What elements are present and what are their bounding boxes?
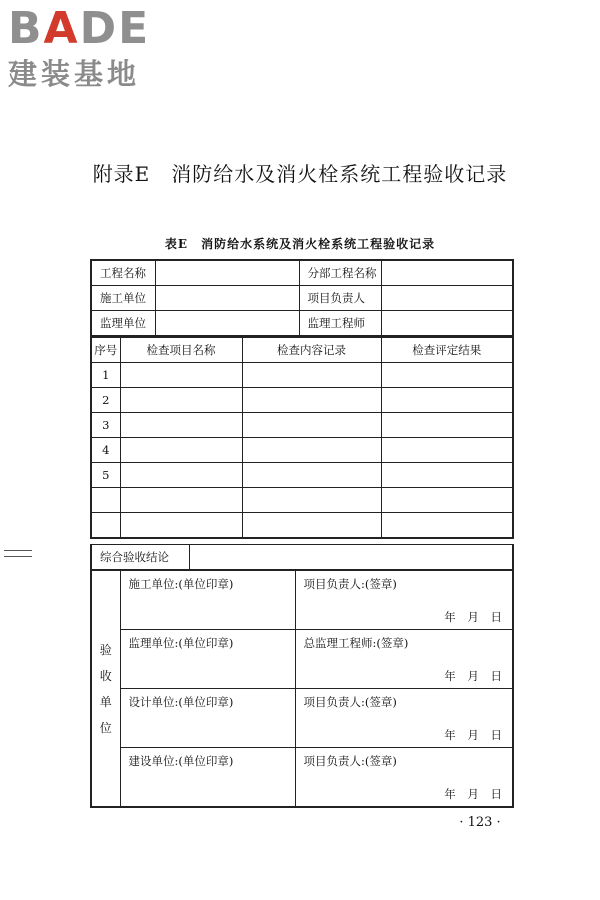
evaluation-cell[interactable] [381,488,513,513]
row-number: 4 [91,438,120,463]
table-row [91,363,513,388]
info-value[interactable] [155,286,299,311]
row-number [91,488,120,513]
logo-a-glyph: A [43,3,80,54]
info-value[interactable] [155,311,299,337]
table-row [91,413,513,438]
acceptance-row [91,571,513,630]
site-logo [8,4,178,92]
evaluation-cell[interactable] [381,388,513,413]
column-header: 序号 [91,338,120,363]
column-header: 检查内容记录 [242,338,381,363]
unit-seal-cell[interactable] [120,571,295,630]
evaluation-cell[interactable] [381,363,513,388]
acceptance-table [90,570,514,808]
acceptance-row [91,689,513,748]
item-name-cell[interactable] [120,463,242,488]
signer-label: 项目负责人:(签章) [303,695,397,709]
signer-cell[interactable] [295,571,513,630]
column-header: 检查评定结果 [381,338,513,363]
conclusion-table [90,544,514,571]
signer-label: 总监理工程师:(签章) [303,636,409,650]
conclusion-value[interactable] [189,545,513,571]
signer-cell[interactable] [295,630,513,689]
row-number: 2 [91,388,120,413]
content-record-cell[interactable] [242,438,381,463]
info-label: 监理单位 [91,311,155,337]
logo-wordmark: B A DE [8,3,151,54]
unit-seal-cell[interactable] [120,689,295,748]
table-row [91,513,513,539]
table-header-row [91,338,513,363]
acceptance-vertical-label [91,571,120,808]
info-label: 施工单位 [91,286,155,311]
item-name-cell[interactable] [120,488,242,513]
signature-date: 年 月 日 [444,669,502,683]
conclusion-label: 综合验收结论 [91,545,189,571]
column-header: 检查项目名称 [120,338,242,363]
table-row [91,388,513,413]
content-record-cell[interactable] [242,413,381,438]
table-title: 表E 消防给水系统及消火栓系统工程验收记录 [164,237,436,251]
row-number: 5 [91,463,120,488]
info-value[interactable] [381,286,513,311]
acceptance-row [91,748,513,808]
margin-mark [4,550,32,557]
info-row [91,286,513,311]
info-value[interactable] [381,260,513,286]
info-value[interactable] [155,260,299,286]
logo-subtitle: 建装基地 [8,57,141,91]
content-record-cell[interactable] [242,388,381,413]
evaluation-cell[interactable] [381,513,513,539]
page-number: · 123 · [459,815,501,830]
content-record-cell[interactable] [242,463,381,488]
item-name-cell[interactable] [120,363,242,388]
info-row [91,311,513,337]
unit-seal-cell[interactable] [120,630,295,689]
signer-label: 项目负责人:(签章) [303,754,397,768]
signature-date: 年 月 日 [444,610,502,624]
unit-seal-label: 设计单位:(单位印章) [128,695,234,709]
signature-date: 年 月 日 [444,787,502,801]
content-record-cell[interactable] [242,488,381,513]
item-name-cell[interactable] [120,513,242,539]
evaluation-cell[interactable] [381,463,513,488]
content-record-cell[interactable] [242,513,381,539]
row-number: 1 [91,363,120,388]
info-label: 分部工程名称 [299,260,381,286]
signature-date: 年 月 日 [444,728,502,742]
info-value[interactable] [381,311,513,337]
signer-label: 项目负责人:(签章) [303,577,397,591]
content-record-cell[interactable] [242,363,381,388]
row-number: 3 [91,413,120,438]
project-info-table [90,259,514,337]
conclusion-row [91,545,513,571]
signer-cell[interactable] [295,748,513,808]
unit-seal-label: 建设单位:(单位印章) [128,754,234,768]
table-row [91,488,513,513]
info-label: 项目负责人 [299,286,381,311]
item-name-cell[interactable] [120,413,242,438]
info-label: 监理工程师 [299,311,381,337]
table-row [91,438,513,463]
acceptance-label-text: 验收单位 [99,642,112,735]
info-row [91,260,513,286]
info-label: 工程名称 [91,260,155,286]
evaluation-cell[interactable] [381,438,513,463]
signer-cell[interactable] [295,689,513,748]
item-name-cell[interactable] [120,438,242,463]
row-number [91,513,120,539]
unit-seal-cell[interactable] [120,748,295,808]
evaluation-cell[interactable] [381,413,513,438]
acceptance-row [91,630,513,689]
item-name-cell[interactable] [120,388,242,413]
page-title: 附录E 消防给水及消火栓系统工程验收记录 [92,162,508,186]
table-row [91,463,513,488]
unit-seal-label: 监理单位:(单位印章) [128,636,234,650]
unit-seal-label: 施工单位:(单位印章) [128,577,234,591]
inspection-items-table [90,337,514,539]
